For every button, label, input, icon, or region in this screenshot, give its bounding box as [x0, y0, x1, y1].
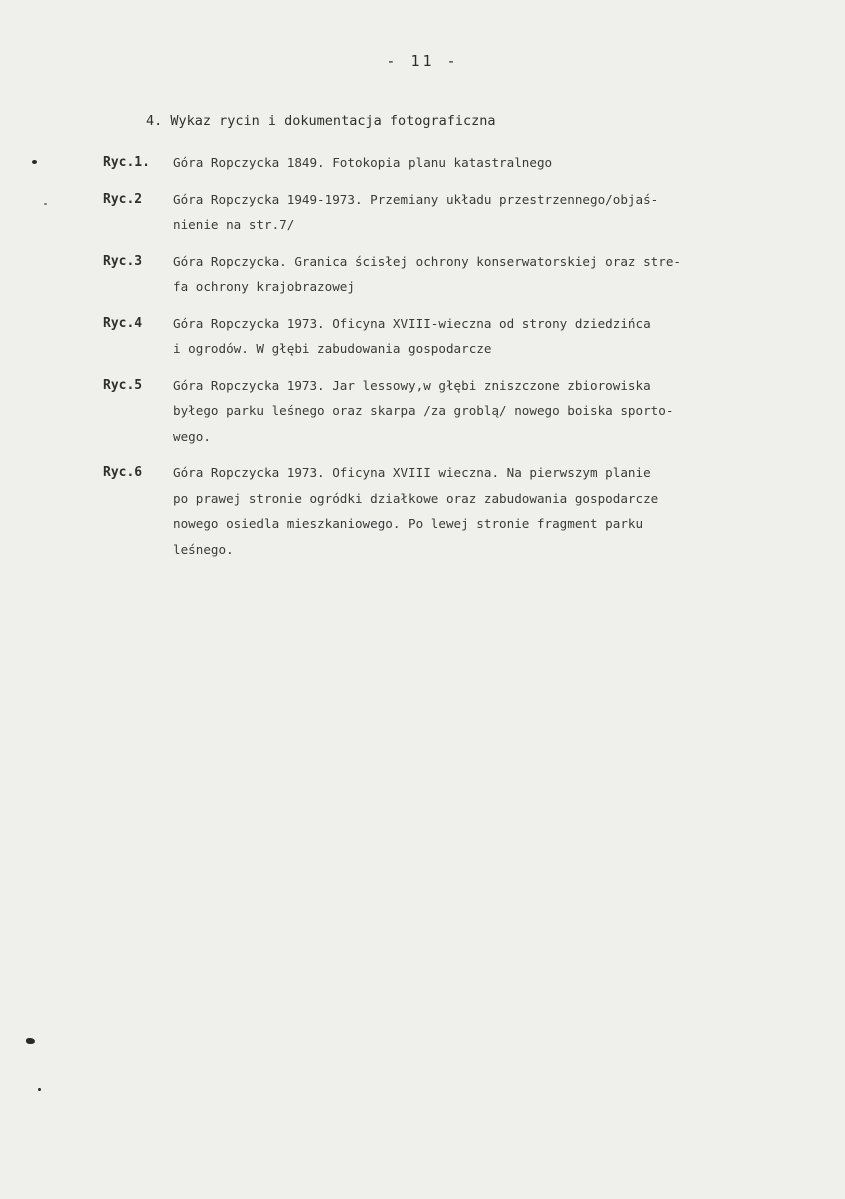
figure-caption: Góra Ropczycka 1973. Jar lessowy,w głębi zniszczone zbiorowiska byłego parku leśnego oraz skarpa /za groblą/ nowego boiska sporto- wego.	[173, 377, 674, 444]
figure-label: Ryc.4	[103, 315, 143, 331]
ink-speck	[32, 160, 37, 164]
figure-label: Ryc.2	[103, 191, 143, 207]
ink-speck	[44, 203, 47, 205]
figure-label: Ryc.1.	[103, 155, 150, 170]
figure-label: Ryc.6	[103, 465, 143, 480]
figure-list	[103, 150, 823, 573]
figure-label: Ryc.5	[103, 377, 143, 393]
figure-caption: Góra Ropczycka 1849. Fotokopia planu katastralnego	[173, 155, 553, 170]
ink-speck	[26, 1038, 35, 1044]
ink-speck	[38, 1088, 41, 1091]
section-heading: 4. Wykaz rycin i dokumentacja fotograficzna	[146, 113, 496, 129]
figure-label: Ryc.3	[103, 253, 143, 269]
figure-entry-1	[103, 150, 823, 176]
figure-entry-4	[103, 311, 823, 362]
figure-caption: Góra Ropczycka 1973. Oficyna XVIII-wieczna od strony dziedzińca i ogrodów. W głębi zabudowania gospodarcze	[173, 315, 651, 356]
page-number: - 11 -	[386, 52, 459, 70]
figure-caption: Góra Ropczycka. Granica ścisłej ochrony konserwatorskiej oraz stre- fa ochrony krajobrazowej	[173, 253, 681, 294]
figure-entry-6	[103, 460, 823, 562]
figure-entry-3	[103, 249, 823, 300]
figure-entry-2	[103, 187, 823, 238]
figure-caption: Góra Ropczycka 1973. Oficyna XVIII wieczna. Na pierwszym planie po prawej stronie ogródki działkowe oraz zabudowania gospodarcze nowego osiedla mieszkaniowego. Po lewej stronie fragment parku leśnego.	[173, 465, 659, 557]
figure-entry-5	[103, 373, 823, 450]
figure-caption: Góra Ropczycka 1949-1973. Przemiany układu przestrzennego/objaś- nienie na str.7/	[173, 191, 659, 232]
